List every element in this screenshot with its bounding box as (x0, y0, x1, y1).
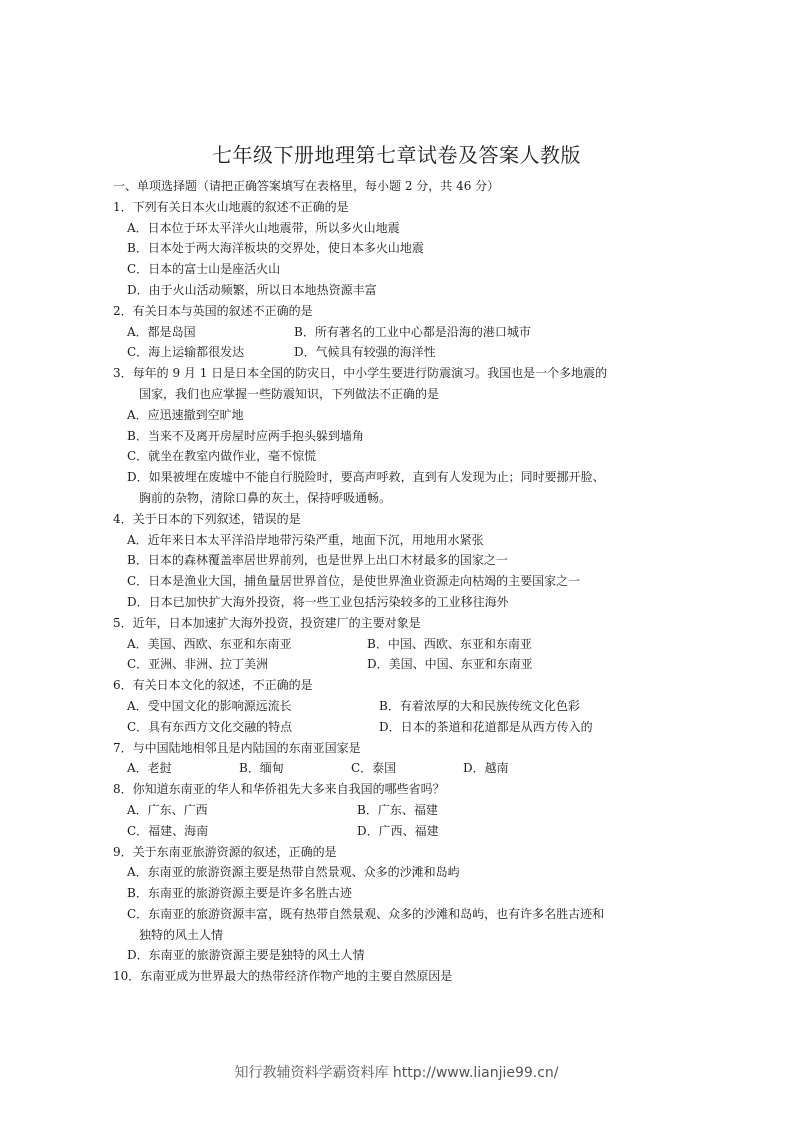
question-8-option-a: A．广东、广西 (127, 802, 208, 817)
question-4-option-b: B．日本的森林覆盖率居世界前列，也是世界上出口木材最多的国家之一 (127, 553, 508, 568)
question-5-option-c: C．亚洲、非洲、拉丁美洲 (127, 657, 269, 672)
question-1-option-b: B．日本处于两大海洋板块的交界处，使日本多火山地震 (127, 241, 424, 256)
question-1-option-d: D．由于火山活动频繁，所以日本地热资源丰富 (127, 282, 377, 297)
question-7-option-a: A．老挝 (127, 761, 172, 776)
question-2-options-row-2 (113, 342, 685, 363)
question-2-stem: 2．有关日本与英国的叙述不正确的是 (113, 303, 313, 318)
question-3-stem-continued: 国家，我们也应掌握一些防震知识，下列做法不正确的是 (139, 386, 440, 401)
section-heading: 一、单项选择题（请把正确答案填写在表格里，每小题 2 分，共 46 分） (113, 179, 500, 193)
question-2-options-row-1 (113, 322, 685, 343)
question-5-options-row-1 (113, 634, 685, 655)
question-5-options-row-2 (113, 654, 685, 675)
question-3-option-d-continued: 胸前的杂物，清除口鼻的灰土，保持呼吸通畅。 (139, 490, 392, 505)
question-9-stem: 9．关于东南亚旅游资源的叙述，正确的是 (113, 844, 337, 859)
question-2-option-a: A．都是岛国 (127, 324, 196, 339)
question-9-option-b: B．东南亚的旅游资源主要是许多名胜古迹 (127, 886, 352, 901)
question-9-option-a: A．东南亚的旅游资源主要是热带自然景观、众多的沙滩和岛屿 (127, 865, 460, 880)
question-3-stem: 3．每年的 9 月 1 日是日本全国的防灾日，中小学生要进行防震演习。我国也是一个多地震的 (113, 366, 608, 381)
question-6-option-c: C．具有东西方文化交融的特点 (127, 719, 293, 734)
question-2-option-b: B．所有著名的工业中心都是沿海的港口城市 (294, 324, 531, 339)
question-7-options-row (113, 758, 685, 779)
question-6-options-row-1 (113, 696, 685, 717)
question-9-option-d: D．东南亚的旅游资源主要是独特的风土人情 (127, 948, 365, 963)
question-8-option-b: B．广东、福建 (357, 802, 438, 817)
question-2-option-d: D．气候具有较强的海洋性 (294, 345, 436, 360)
question-9-option-c: C．东南亚的旅游资源丰富，既有热带自然景观、众多的沙滩和岛屿，也有许多名胜古迹和 (127, 906, 605, 921)
question-content (113, 176, 685, 987)
question-3-option-a: A．应迅速撤到空旷地 (127, 407, 244, 422)
question-6-option-b: B．有着浓厚的大和民族传统文化色彩 (379, 698, 580, 713)
question-8-stem: 8．你知道东南亚的华人和华侨祖先大多来自我国的哪些省吗？ (113, 782, 445, 797)
question-8-options-row-1 (113, 800, 685, 821)
question-4-option-a: A．近年来日本太平洋沿岸地带污染严重，地面下沉，用地用水紧张 (127, 532, 484, 547)
question-7-option-b: B．缅甸 (239, 761, 284, 776)
question-1-stem: 1．下列有关日本火山地震的叙述不正确的是 (113, 199, 349, 214)
question-10-stem: 10．东南亚成为世界最大的热带经济作物产地的主要自然原因是 (113, 969, 453, 984)
footer-watermark: 知行教辅资料学霸资料库 http://www.lianjie99.cn/ (234, 1065, 559, 1081)
question-7-option-c: C．泰国 (351, 761, 397, 776)
question-1-option-a: A．日本位于环太平洋火山地震带，所以多火山地震 (127, 220, 400, 235)
question-1-option-c: C．日本的富士山是座活火山 (127, 262, 281, 277)
question-5-option-d: D．美国、中国、东亚和东南亚 (367, 657, 533, 672)
question-4-option-d: D．日本已加快扩大海外投资，将一些工业包括污染较多的工业移往海外 (127, 594, 509, 609)
question-9-option-c-continued: 独特的风土人情 (139, 927, 224, 942)
question-3-option-c: C．就坐在教室内做作业，毫不惊慌 (127, 449, 317, 464)
question-8-option-c: C．福建、海南 (127, 823, 209, 838)
question-6-option-a: A．受中国文化的影响源远流长 (127, 698, 292, 713)
question-5-stem: 5．近年，日本加速扩大海外投资，投资建厂的主要对象是 (113, 615, 421, 630)
question-4-stem: 4．关于日本的下列叙述，错误的是 (113, 511, 301, 526)
document-title: 七年级下册地理第七章试卷及答案人教版 (212, 143, 581, 167)
question-6-options-row-2 (113, 717, 685, 738)
question-8-option-d: D．广西、福建 (357, 823, 439, 838)
question-6-stem: 6．有关日本文化的叙述，不正确的是 (113, 678, 313, 693)
question-3-option-d: D．如果被埋在废墟中不能自行脱险时，要高声呼救，直到有人发现为止；同时要挪开脸、 (127, 470, 605, 485)
question-2-option-c: C．海上运输都很发达 (127, 345, 245, 360)
question-4-option-c: C．日本是渔业大国，捕鱼量居世界首位，是使世界渔业资源走向枯竭的主要国家之一 (127, 574, 581, 589)
question-5-option-b: B．中国、西欧、东亚和东南亚 (367, 636, 532, 651)
question-7-stem: 7．与中国陆地相邻且是内陆国的东南亚国家是 (113, 740, 361, 755)
question-7-option-d: D．越南 (463, 761, 509, 776)
question-6-option-d: D．日本的茶道和花道都是从西方传入的 (379, 719, 593, 734)
question-3-option-b: B．当来不及离开房屋时应两手抱头躲到墙角 (127, 428, 364, 443)
question-8-options-row-2 (113, 821, 685, 842)
question-5-option-a: A．美国、西欧、东亚和东南亚 (127, 636, 292, 651)
